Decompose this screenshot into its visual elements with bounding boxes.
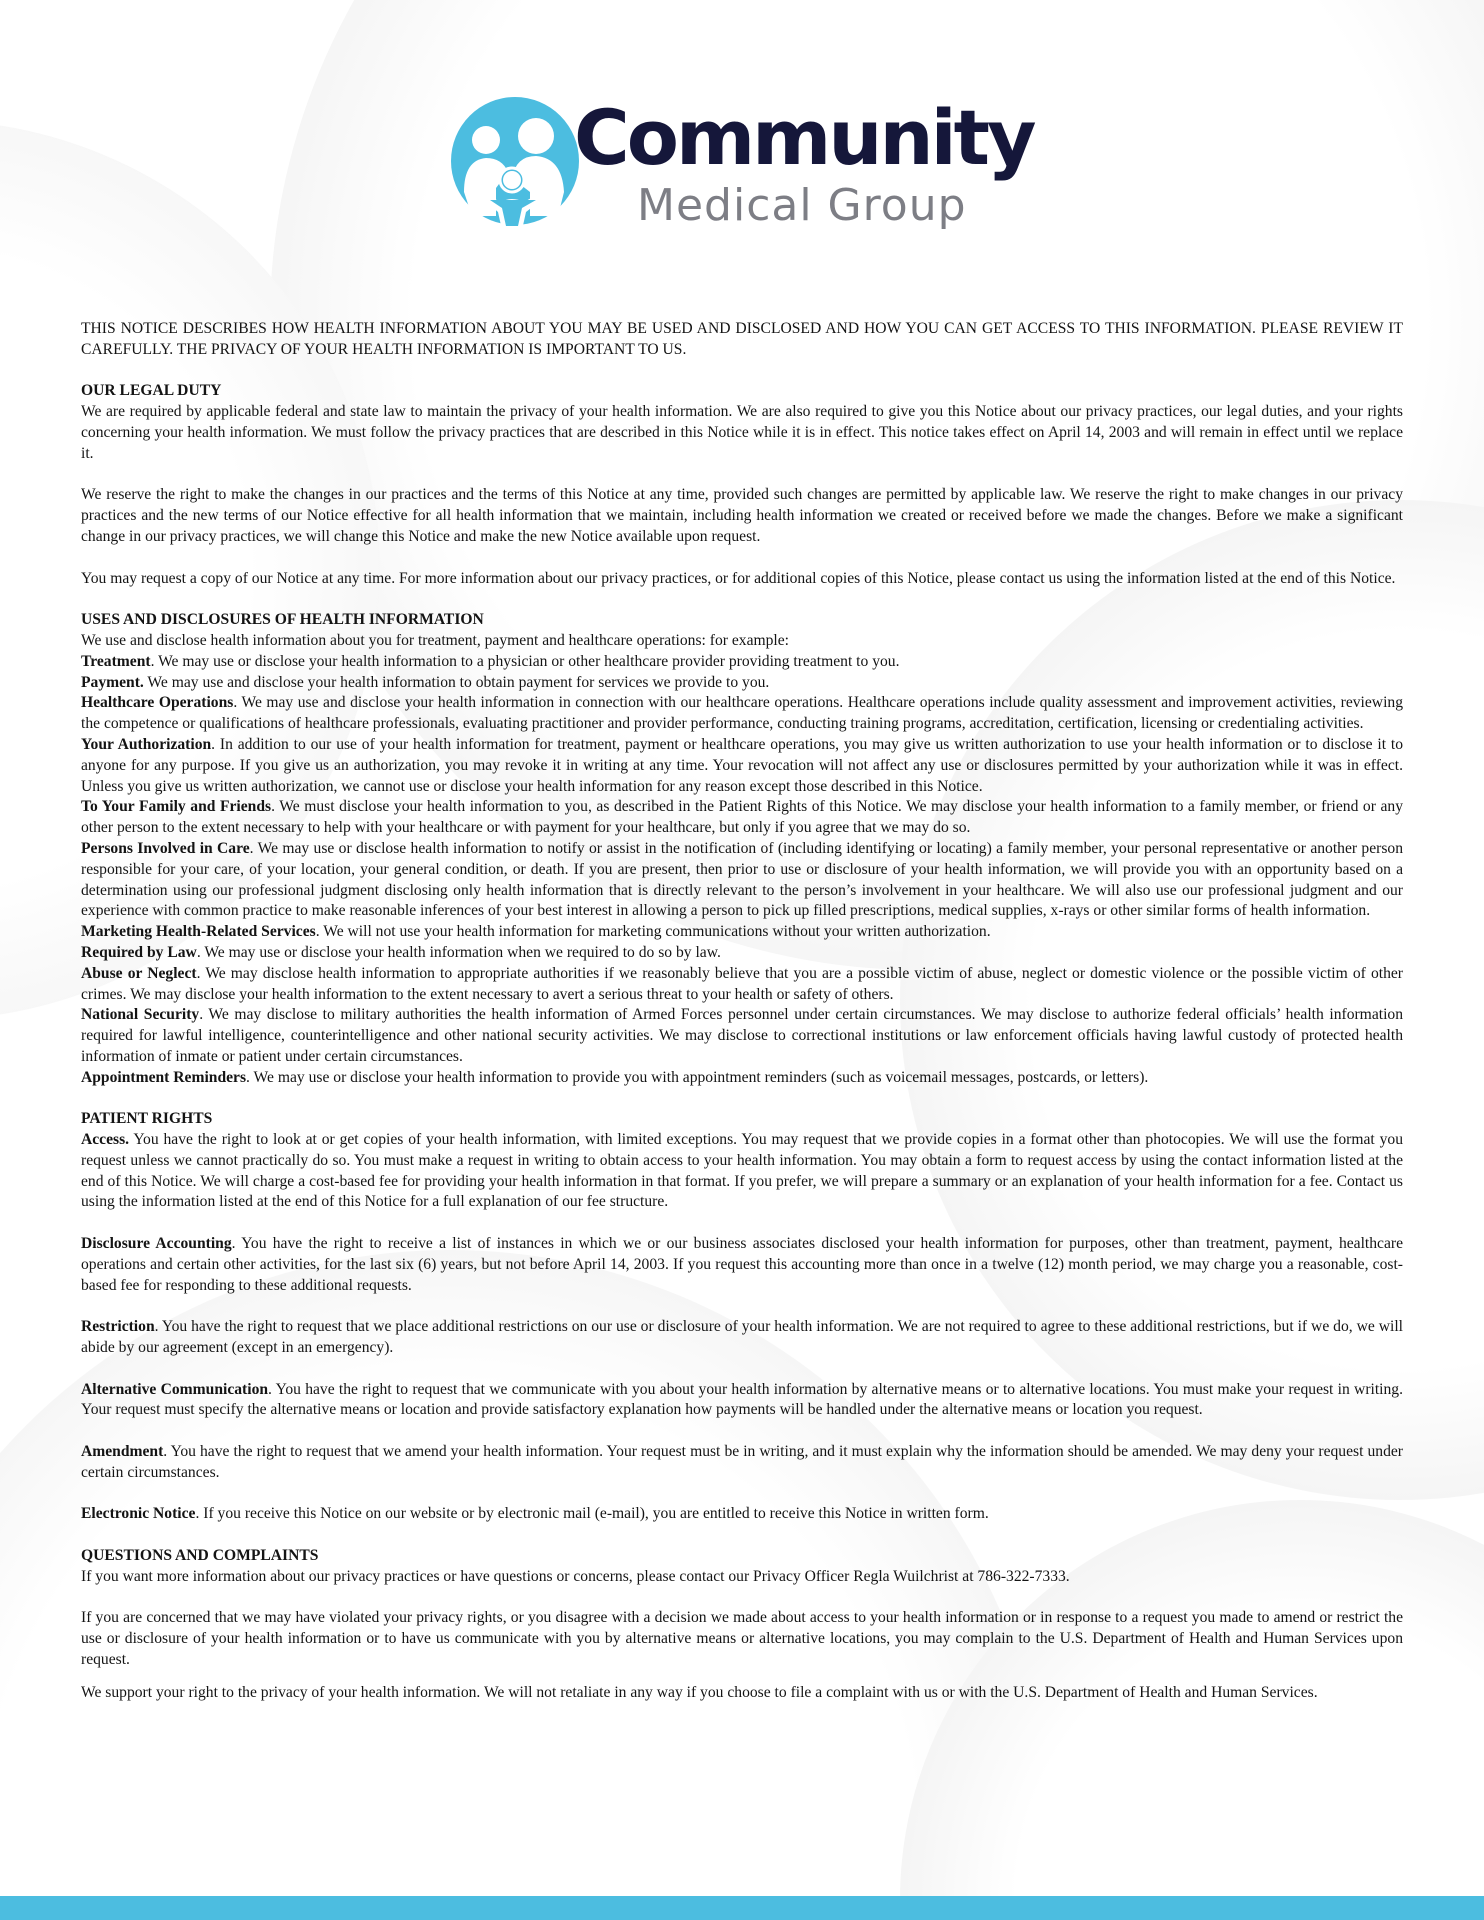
uses-item-text: . We may disclose to military authorities the health information of Armed Forces personnel under certain circumstances. We may disclose to authorize federal officials’ health information required for lawful intelligence, counterintelligence and other national security activities. We may disclose to correctional institutions or law enforcement officials having lawful custody of protected health information of inmate or patient under certain circumstances. <box>81 1006 1403 1065</box>
rights-item-term: Access. <box>81 1131 130 1149</box>
uses-heading: USES AND DISCLOSURES OF HEALTH INFORMATION <box>81 611 484 629</box>
legal-duty-paragraph-1: We are required by applicable federal and state law to maintain the privacy of your health information. We are also required to give you this Notice about our privacy practices, our legal duties, and your rights concerning your health information. We must follow the privacy practices that are described in this Notice while it is in effect. This notice takes effect on April 14, 2003 and will remain in effect until we replace it. <box>81 403 1403 462</box>
rights-item <box>81 1130 1403 1213</box>
rights-item-term: Electronic Notice <box>81 1505 196 1523</box>
uses-item-text: . We will not use your health information for marketing communications without your written authorization. <box>315 923 991 941</box>
logo <box>450 93 1040 246</box>
questions-paragraph-2: If you are concerned that we may have violated your privacy rights, or you disagree with a decision we made about access to your health information or in response to a request you made to amend or restrict the use or disclosure of your health information or to have us communicate with you by alternative means or alternative locations, you may complain to the U.S. Department of Health and Human Services upon request. <box>81 1609 1403 1668</box>
rights-item <box>81 1380 1403 1422</box>
uses-item-term: Healthcare Operations <box>81 694 234 712</box>
notice-body <box>81 319 1403 1704</box>
rights-item-term: Alternative Communication <box>81 1380 269 1398</box>
rights-item-text: . You have the right to receive a list of instances in which we or our business associates disclosed your health information for purposes, other than treatment, payment, healthcare operations and certain other activities, for the last six (6) years, but not before April 14, 2003. If you request this accounting more than once in a twelve (12) month period, we may charge you a reasonable, cost-based fee for responding to these additional requests. <box>81 1235 1404 1294</box>
uses-item <box>81 943 1403 964</box>
rights-item-text: . If you receive this Notice on our website or by electronic mail (e-mail), you are entitled to receive this Notice in written form. <box>195 1505 989 1523</box>
questions-heading: QUESTIONS AND COMPLAINTS <box>81 1547 319 1565</box>
uses-item-term: To Your Family and Friends <box>81 798 272 816</box>
uses-item <box>81 964 1403 1006</box>
uses-item-text: . We may use and disclose your health information in connection with our healthcare operations. Healthcare operations include quality assessment and improvement activities, reviewing the competence or qualifications of healthcare professionals, evaluating practitioner and provider performance, conducting training programs, accreditation, certification, licensing or credentialing activities. <box>81 694 1403 733</box>
logo-name: Community <box>574 93 1034 182</box>
family-icon <box>450 96 580 246</box>
legal-duty-paragraph-3: You may request a copy of our Notice at any time. For more information about our privacy practices, or for additional copies of this Notice, please contact us using the information listed at the end of this Notice. <box>81 569 1396 587</box>
rights-item-text: You have the right to look at or get copies of your health information, with limited exceptions. You may request that we provide copies in a format other than photocopies. We will use the format you request unless we cannot practically do so. You must make a request in writing to obtain access to your health information. You may obtain a form to request access by using the contact information listed at the end of this Notice. We will charge a cost-based fee for providing your health information in that format. If you prefer, we will prepare a summary or an explanation of your health information for a fee. Contact us using the information listed at the end of this Notice for a full explanation of our fee structure. <box>81 1131 1403 1211</box>
rights-item-text: . You have the right to request that we amend your health information. Your request must be in writing, and it must explain why the information should be amended. We may deny your request under certain circumstances. <box>81 1443 1403 1481</box>
uses-item <box>81 1068 1403 1089</box>
uses-item-text: . We may use or disclose your health information when we required to do so by law. <box>196 943 721 961</box>
uses-item-text: . We may disclose health information to appropriate authorities if we reasonably believe that you are a possible victim of abuse, neglect or domestic violence or the possible victim of other crimes. We may disclose your health information to the extent necessary to avert a serious threat to your health or safety of others. <box>81 964 1403 1003</box>
bottom-accent-bar <box>0 1896 1484 1920</box>
intro-paragraph: THIS NOTICE DESCRIBES HOW HEALTH INFORMATION ABOUT YOU MAY BE USED AND DISCLOSED AND HOW YOU CAN GET ACCESS TO THIS INFORMATION. PLEASE REVIEW IT CAREFULLY. THE PRIVACY OF YOUR HEALTH INFORMATION IS IMPORTANT TO US. <box>81 320 1403 358</box>
rights-item-text: . You have the right to request that we place additional restrictions on our use or disclosure of your health information. We are not required to agree to these additional restrictions, but if we do, we will abide by our agreement (except in an emergency). <box>81 1318 1403 1357</box>
uses-item <box>81 839 1403 922</box>
uses-item-text: . We may use or disclose your health information to provide you with appointment reminders (such as voicemail messages, postcards, or letters). <box>246 1068 1149 1086</box>
uses-item-text: . In addition to our use of your health information for treatment, payment or healthcare operations, you may give us written authorization to use your health information or to disclose it to anyone for any purpose. If you give us an authorization, you may revoke it in writing at any time. Your revocation will not affect any use or disclosures permitted by your authorization while it was in effect. Unless you give us written authorization, we cannot use or disclose your health information for any reason except those described in this Notice. <box>81 735 1403 795</box>
questions-paragraph-3: We support your right to the privacy of your health information. We will not retaliate in any way if you choose to file a complaint with us or with the U.S. Department of Health and Human Services. <box>81 1683 1318 1701</box>
uses-item-term: Persons Involved in Care <box>81 839 250 857</box>
uses-item-term: Treatment <box>81 652 151 670</box>
uses-item <box>81 693 1403 735</box>
rights-item <box>81 1504 1403 1525</box>
uses-item-term: National Security <box>81 1006 200 1024</box>
rights-item-term: Restriction <box>81 1318 155 1336</box>
rights-heading: PATIENT RIGHTS <box>81 1110 213 1128</box>
uses-item-term: Required by Law <box>81 943 197 961</box>
legal-duty-heading: OUR LEGAL DUTY <box>81 382 222 400</box>
uses-item <box>81 735 1403 797</box>
rights-item-term: Disclosure Accounting <box>81 1235 232 1253</box>
uses-item <box>81 1005 1403 1067</box>
uses-intro: We use and disclose health information about you for treatment, payment and healthcare operations: for example: <box>81 631 790 649</box>
rights-item <box>81 1442 1403 1484</box>
uses-item-term: Payment. <box>81 673 144 691</box>
uses-item <box>81 797 1403 839</box>
uses-item-term: Appointment Reminders <box>81 1068 247 1086</box>
uses-item-text: We may use and disclose your health information to obtain payment for services we provide to you. <box>143 673 770 691</box>
uses-item-text: . We must disclose your health information to you, as described in the Patient Rights of this Notice. We may disclose your health information to a family member, or friend or any other person to the extent necessary to help with your healthcare or with payment for your healthcare, but only if you agree that we may do so. <box>81 798 1403 837</box>
rights-item-text: . You have the right to request that we communicate with you about your health information by alternative means or to alternative locations. You must make your request in writing. Your request must specify the alternative means or location and provide satisfactory explanation how payments will be handled under the alternative means or location you request. <box>81 1380 1403 1419</box>
legal-duty-paragraph-2: We reserve the right to make the changes in our practices and the terms of this Notice at any time, provided such changes are permitted by applicable law. We reserve the right to make changes in our privacy practices and the new terms of our Notice effective for all health information that we maintain, including health information we created or received before we made the changes. Before we make a significant change in our privacy practices, we will change this Notice and make the new Notice available upon request. <box>81 486 1403 545</box>
uses-item <box>81 652 1403 673</box>
uses-item-term: Marketing Health-Related Services <box>81 923 316 941</box>
uses-item-text: . We may use or disclose your health information to a physician or other healthcare provider providing treatment to you. <box>150 652 900 670</box>
uses-item-term: Abuse or Neglect <box>81 964 197 982</box>
rights-item-term: Amendment <box>81 1443 164 1461</box>
rights-item <box>81 1234 1403 1296</box>
uses-item-text: . We may use or disclose health information to notify or assist in the notification of (including identifying or locating) a family member, your personal representative or another person responsible for your care, of your location, your general condition, or death. If you are present, then prior to use or disclosure of your health information, we will provide you with an opportunity based on a determination using our professional judgment disclosing only health information that is directly relevant to the person’s involvement in your healthcare. We will also use our professional judgment and our experience with common practice to make reasonable inferences of your best interest in allowing a person to pick up filled prescriptions, medical supplies, x-rays or other similar forms of health information. <box>81 839 1403 920</box>
uses-item <box>81 922 1403 943</box>
logo-subtitle: Medical Group <box>637 180 967 231</box>
rights-item <box>81 1317 1403 1359</box>
uses-item <box>81 673 1403 694</box>
uses-item-term: Your Authorization <box>81 735 212 753</box>
questions-paragraph-1: If you want more information about our privacy practices or have questions or concerns, please contact our Privacy Officer Regla Wuilchrist at 786-322-7333. <box>81 1567 1070 1585</box>
